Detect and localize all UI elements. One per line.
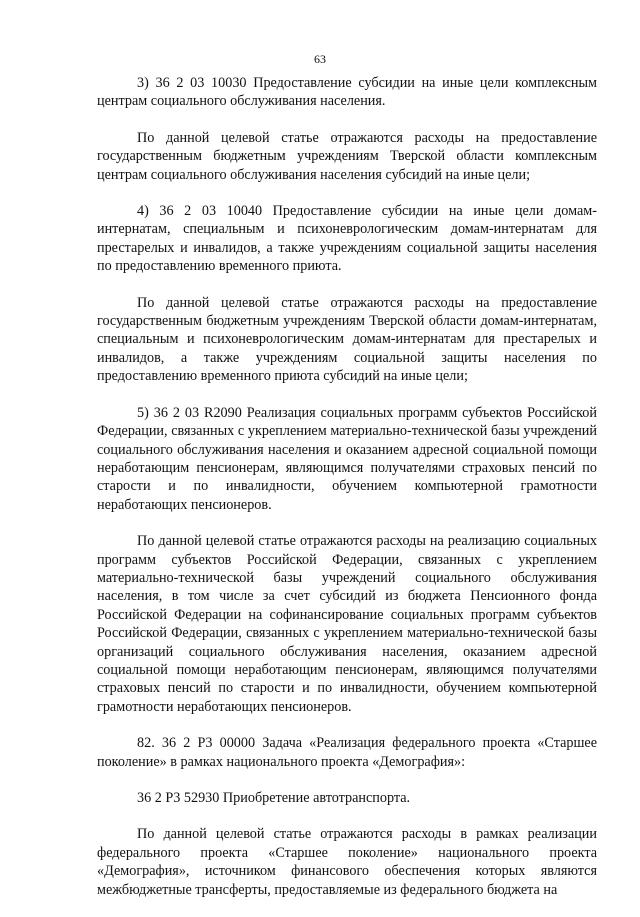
document-body (97, 74, 597, 917)
paragraph-item-4: 4) 36 2 03 10040 Предоставление субсидии на иные цели домам-интернатам, специальным и психоневрологическим домам-интернатам для престарелых и инвалидов, а также учреждениям социальной защиты населения по предоставлению временного приюта. (97, 203, 597, 275)
paragraph-task-82: 82. 36 2 P3 00000 Задача «Реализация федерального проекта «Старшее поколение» в рамках национального проекта «Демография»: (97, 735, 597, 770)
paragraph-item-3-description: По данной целевой статье отражаются расходы на предоставление государственным бюджетным учреждениям Тверской области комплексным центрам социального обслуживания населения субсидий на иные цели; (97, 129, 597, 183)
paragraph-item-5: 5) 36 2 03 R2090 Реализация социальных программ субъектов Российской Федерации, связанных с укреплением материально-технической базы учреждений социального обслуживания населения и оказанием адресной социальной помощи неработающим пенсионерам, являющимся получателями страховых пенсий по старости и по инвалидности, обучением компьютерной грамотности неработающих пенсионеров. (97, 404, 597, 513)
paragraph-article-52930-description: По данной целевой статье отражаются расходы в рамках реализации федерального проекта «Старшее поколение» национального проекта «Демография», источником финансового обеспечения которых являются межбюджетные трансферты, предоставляемые из федерального бюджета на (97, 826, 597, 898)
paragraph-item-3: 3) 36 2 03 10030 Предоставление субсидии на иные цели комплексным центрам социального обслуживания населения. (97, 75, 597, 110)
paragraph-article-52930: 36 2 P3 52930 Приобретение автотранспорта. (137, 790, 411, 806)
paragraph-item-5-description: По данной целевой статье отражаются расходы на реализацию социальных программ субъектов Российской Федерации, связанных с укреплением материально-технической базы учреждений социального обслуживания населения, в том числе за счет субсидий из бюджета Пенсионного фонда Российской Федерации на софинансирование социальных программ субъектов Российской Федерации, связанных с укреплением материально-технической базы организаций социального обслуживания населения, оказанием адресной социальной помощи неработающим пенсионерам, являющимся получателями страховых пенсий по старости и по инвалидности, обучением компьютерной грамотности неработающих пенсионеров. (97, 533, 597, 715)
paragraph-item-4-description: По данной целевой статье отражаются расходы на предоставление государственным бюджетным учреждениям Тверской области домам-интернатам, специальным и психоневрологическим домам-интернатам для престарелых и инвалидов, а также учреждениям социальной защиты населения по предоставлению временного приюта субсидий на иные цели; (97, 294, 597, 385)
page-number: 63 (314, 52, 326, 66)
